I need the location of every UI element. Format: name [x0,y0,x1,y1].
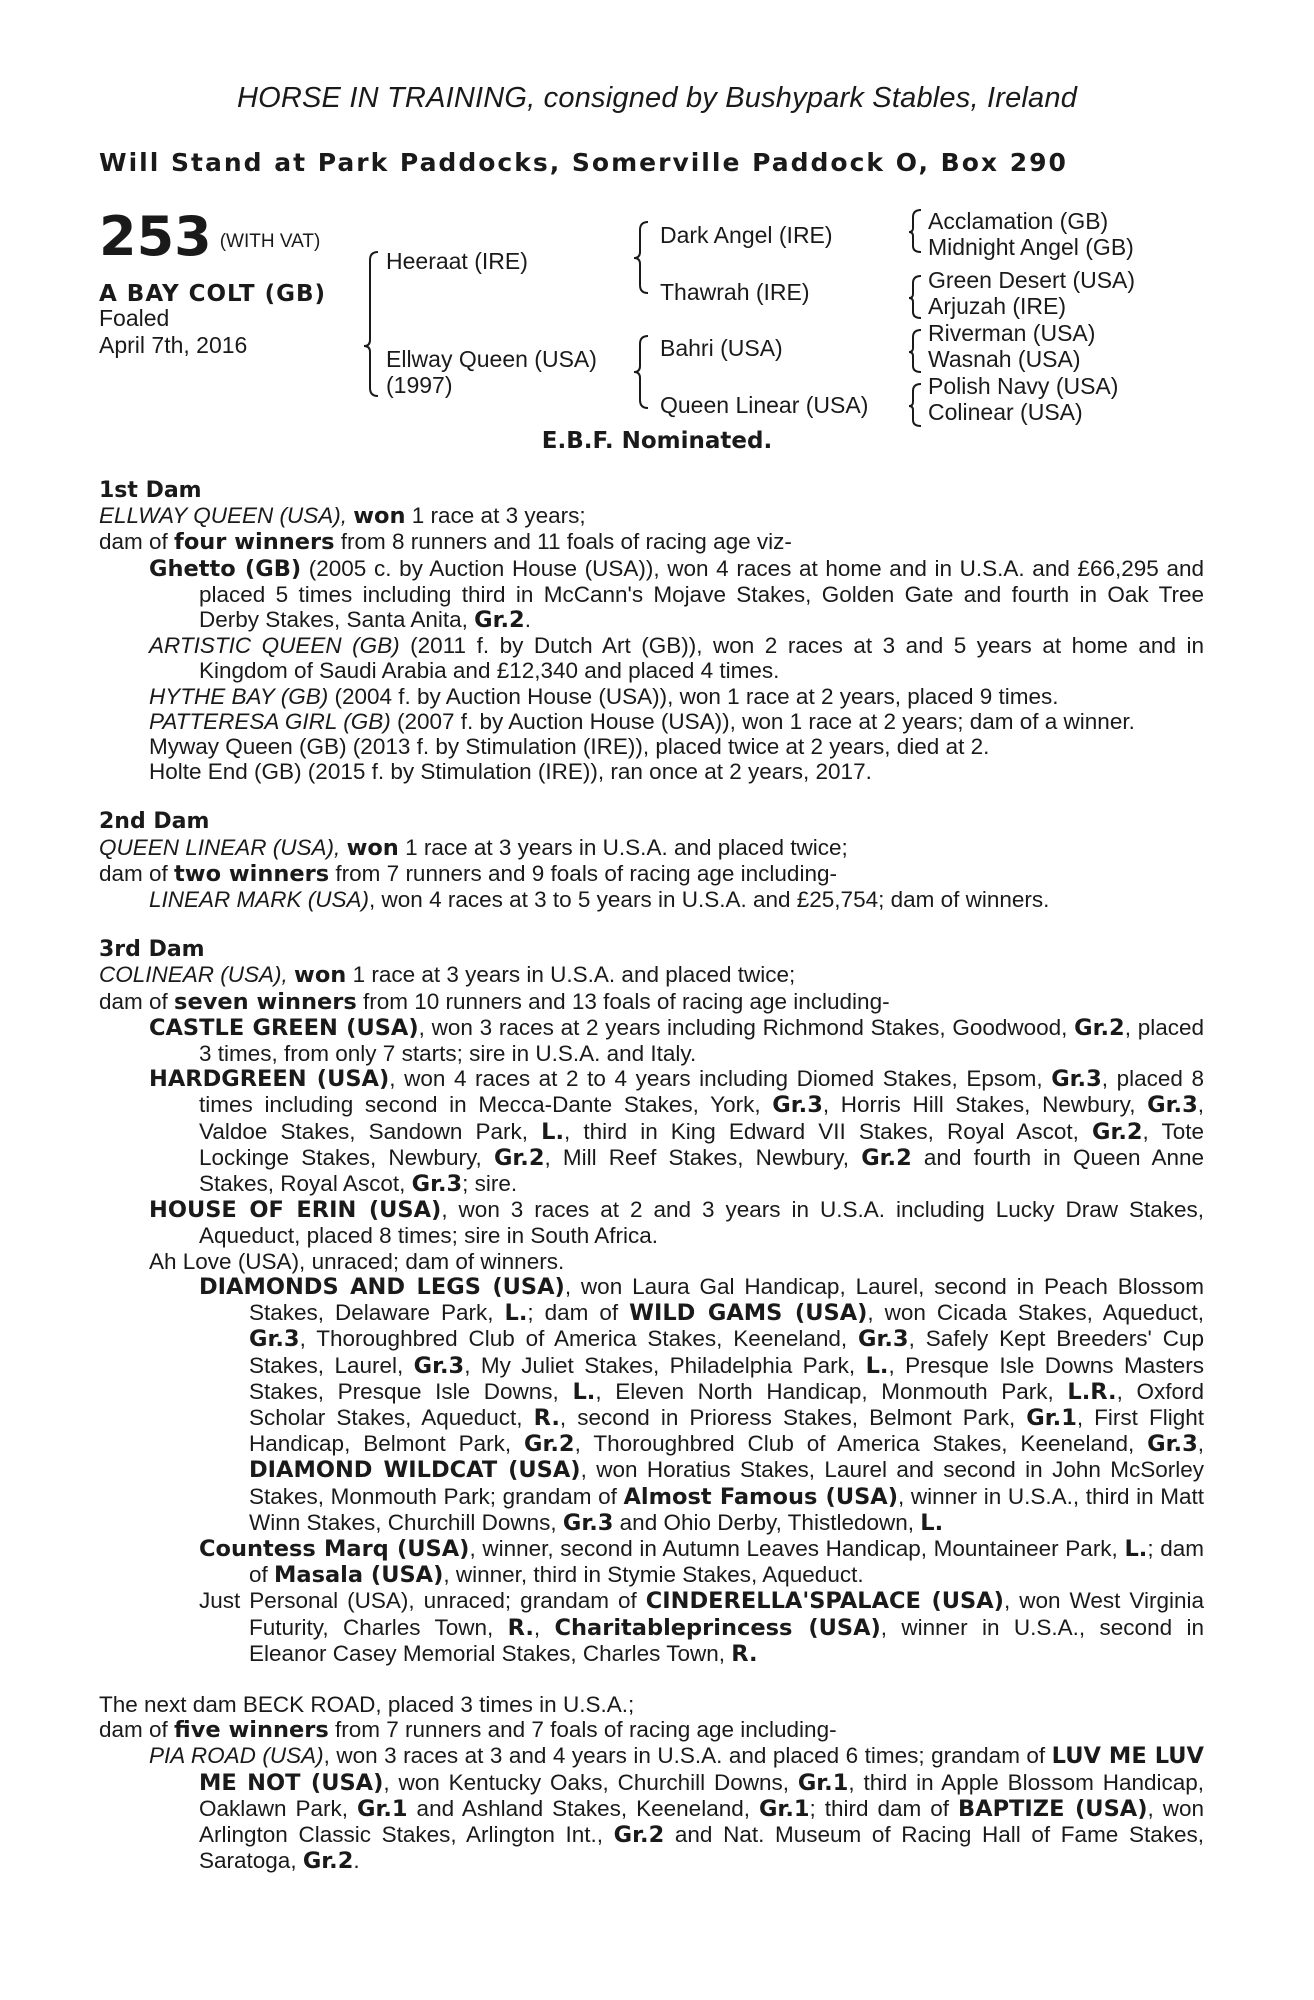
lot-description: A BAY COLT (GB) [99,281,327,307]
produce-hardgreen: HARDGREEN (USA), won 4 races at 2 to 4 years including Diomed Stakes, Epsom, Gr.3, placed 8 times including second in Mecca-Dante Stakes, York, Gr.3, Horris Hill Stakes, Newbury, Gr.3, Valdoe Stakes, Sandown Park, L., third in King Edward VII Stakes, Royal Ascot, Gr.2, Tote Lockinge Stakes, Newbury, Gr.2, Mill Reef Stakes, Newbury, Gr.2 and fourth in Queen Anne Stakes, Royal Ascot, Gr.3; sire. [149,1066,1205,1198]
ancestor-3: Green Desert (USA) [928,267,1136,293]
ancestor-2: Midnight Angel (GB) [928,234,1134,260]
brace-sire [634,222,648,293]
brace-main [364,252,378,396]
second-dam-title: 2nd Dam [99,809,210,835]
stand-location: Will Stand at Park Paddocks, Somerville Paddock O, Box 290 [99,148,1068,177]
dam-year: (1997) [386,372,453,398]
consignor-heading: HORSE IN TRAINING, consigned by Bushypark Stables, Ireland [236,82,1078,114]
next-dam-line: The next dam BECK ROAD, placed 3 times in U.S.A.; [99,1691,635,1717]
ancestor-6: Wasnah (USA) [928,346,1081,372]
grandproduce-diamonds-and-legs: DIAMONDS AND LEGS (USA), won Laura Gal Handicap, Laurel, second in Peach Blossom Stakes, Delaware Park, L.; dam of WILD GAMS (USA), won Cicada Stakes, Aqueduct, Gr.3, Thoroughbred Club of America Stakes, Keeneland, Gr.3, Safely Kept Breeders' Cup Stakes, Laurel, Gr.3, My Juliet Stakes, Philadelphia Park, L., Presque Isle Downs Masters Stakes, Presque Isle Downs, L., Eleven North Handicap, Monmouth Park, L.R., Oxford Scholar Stakes, Aqueduct, R., second in Prioress Stakes, Belmont Park, Gr.1, First Flight Handicap, Belmont Park, Gr.2, Thoroughbred Club of America Stakes, Keeneland, Gr.3, DIAMOND WILDCAT (USA), won Horatius Stakes, Laurel and second in John McSorley Stakes, Monmouth Park; grandam of Almost Famous (USA), winner in U.S.A., third in Matt Winn Stakes, Churchill Downs, Gr.3 and Ohio Derby, Thistledown, L. [199,1273,1204,1536]
produce-pia-road: PIA ROAD (USA), won 3 races at 3 and 4 years in U.S.A. and placed 6 times; grandam of LUV ME LUV ME NOT (USA), won Kentucky Oaks, Churchill Downs, Gr.1, third in Apple Blossom Handicap, Oaklawn Park, Gr.1 and Ashland Stakes, Keeneland, Gr.1; third dam of BAPTIZE (USA), won Arlington Classic Stakes, Arlington Int., Gr.2 and Nat. Museum of Racing Hall of Fame Stakes, Saratoga, Gr.2. [149,1743,1205,1875]
produce-myway-queen: Myway Queen (GB) (2013 f. by Stimulation (IRE)), placed twice at 2 years, died at 2. [149,734,990,760]
first-dam-name: ELLWAY QUEEN (USA), [99,503,347,529]
sire-sire: Dark Angel (IRE) [660,222,833,248]
produce-linear-mark: LINEAR MARK (USA), won 4 races at 3 to 5 years in U.S.A. and £25,754; dam of winners. [149,887,1050,913]
foaled-info [99,305,247,359]
first-dam-line: ELLWAY QUEEN (USA), won 1 race at 3 years; [99,503,586,530]
grandproduce-just-personal: Just Personal (USA), unraced; grandam of CINDERELLA'SPALACE (USA), won West Virginia Futurity, Charles Town, R., Charitableprincess (USA), winner in U.S.A., second in Eleanor Casey Memorial Stakes, Charles Town, R. [199,1588,1204,1667]
ancestor-1: Acclamation (GB) [928,208,1109,234]
produce-artistic-queen: ARTISTIC QUEEN (GB) (2011 f. by Dutch Art (GB)), won 2 races at 3 and 5 years at home and in Kingdom of Saudi Arabia and £12,340 and placed 4 times. [149,633,1204,684]
lot-number: 253 [99,205,212,268]
brace-g4 [909,384,921,426]
foaled-label: Foaled [99,305,170,331]
brace-g2 [909,276,921,318]
dam: Ellway Queen (USA) [386,346,597,372]
third-dam-title: 3rd Dam [99,937,205,963]
brace-dam [634,336,648,408]
ancestor-4: Arjuzah (IRE) [928,293,1067,319]
third-dam-name: COLINEAR (USA), [99,962,288,988]
catalogue-body [99,478,1204,1899]
third-dam-section: 3rd Dam COLINEAR (USA), won 1 race at 3 years in U.S.A. and placed twice; dam of seven winners from 10 runners and 13 foals of racing age including- CASTLE GREEN (USA), won 3 races at 2 years including Richmond Stakes, Goodwood, Gr.2, placed 3 times, from only 7 starts; sire in U.S.A. and Italy. HARDGREEN (USA), won 4 races at 2 to 4 years including Diomed Stakes, Epsom, Gr.3, placed 8 times including second in Mecca-Dante Stakes, York, Gr.3, Horris Hill Stakes, Newbury, Gr.3, Valdoe Stakes, Sandown Park, L., third in King Edward VII Stakes, Royal Ascot, Gr.2, Tote Lockinge Stakes, Newbury, Gr.2, Mill Reef Stakes, Newbury, Gr.2 and fourth in Queen Anne Stakes, Royal Ascot, Gr.3; sire. HOUSE OF ERIN (USA), won 3 races at 2 and 3 years in U.S.A. including Lucky Draw Stakes, Aqueduct, placed 8 times; sire in South Africa. Ah Love (USA), unraced; dam of winners. DIAMONDS AND LEGS (USA), won Laura Gal Handicap, Laurel, second in Peach Blossom Stakes, Delaware Park, L.; dam of WILD GAMS (USA), won Cicada Stakes, Aqueduct, Gr.3, Thoroughbred Club of America Stakes, Keeneland, Gr.3, Safely Kept Breeders' Cup Stakes, Laurel, Gr.3, My Juliet Stakes, Philadelphia Park, L., Presque Isle Downs Masters Stakes, Presque Isle Downs, L., Eleven North Handicap, Monmouth Park, L.R., Oxford Scholar Stakes, Aqueduct, R., second in Prioress Stakes, Belmont Park, Gr.1, First Flight Handicap, Belmont Park, Gr.2, Thoroughbred Club of America Stakes, Keeneland, Gr.3, DIAMOND WILDCAT (USA), won Horatius Stakes, Laurel and second in John McSorley Stakes, Monmouth Park; grandam of Almost Famous (USA), winner in U.S.A., third in Matt Winn Stakes, Churchill Downs, Gr.3 and Ohio Derby, Thistledown, L. Countess Marq (USA), winner, second in Autumn Leaves Handicap, Mountaineer Park, L.; dam of Masala (USA), winner, third in Stymie Stakes, Aqueduct. Just Personal (USA), unraced; grandam of CINDERELLA'SPALACE (USA), won West Virginia Futurity, Charles Town, R., Charitableprincess (USA), winner in U.S.A., second in Eleanor Casey Memorial Stakes, Charles Town, R. [99,937,1205,1667]
sire: Heeraat (IRE) [386,248,528,274]
produce-holte-end: Holte End (GB) (2015 f. by Stimulation (IRE)), ran once at 2 years, 2017. [149,759,872,785]
ebf-nominated: E.B.F. Nominated. [541,428,773,454]
dam-sire: Bahri (USA) [660,335,783,361]
produce-patteresa-girl: PATTERESA GIRL (GB) (2007 f. by Auction House (USA)), won 1 race at 2 years; dam of a winner. [149,708,1135,734]
produce-ghetto: Ghetto (GB) (2005 c. by Auction House (USA)), won 4 races at home and in U.S.A. and £66,295 and placed 5 times including third in McCann's Mojave Stakes, Golden Gate and fourth in Oak Tree Derby Stakes, Santa Anita, Gr.2. [149,555,1204,634]
brace-g3 [909,330,921,372]
foaled-date: April 7th, 2016 [99,332,248,358]
ancestor-5: Riverman (USA) [928,320,1096,346]
second-dam-name: QUEEN LINEAR (USA), [99,834,341,860]
dam-dam: Queen Linear (USA) [660,392,869,418]
first-dam-section [99,478,1204,784]
sire-dam: Thawrah (IRE) [660,279,810,305]
ancestor-7: Polish Navy (USA) [928,373,1119,399]
first-dam-title: 1st Dam [99,478,202,503]
produce-house-of-erin: HOUSE OF ERIN (USA), won 3 races at 2 and 3 years in U.S.A. including Lucky Draw Stakes, Aqueduct, placed 8 times; sire in South Africa. [149,1197,1205,1249]
produce-ah-love: Ah Love (USA), unraced; dam of winners. [149,1248,565,1274]
second-dam-section: 2nd Dam QUEEN LINEAR (USA), won 1 race at 3 years in U.S.A. and placed twice; dam of two winners from 7 runners and 9 foals of racing age including- LINEAR MARK (USA), won 4 races at 3 to 5 years in U.S.A. and £25,754; dam of winners. [99,809,1204,912]
ancestor-8: Colinear (USA) [928,399,1083,425]
produce-castle-green: CASTLE GREEN (USA), won 3 races at 2 years including Richmond Stakes, Goodwood, Gr.2, placed 3 times, from only 7 starts; sire in U.S.A. and Italy. [149,1014,1204,1067]
next-dam-section: The next dam BECK ROAD, placed 3 times in U.S.A.; dam of five winners from 7 runners and 7 foals of racing age including- PIA ROAD (USA), won 3 races at 3 and 4 years in U.S.A. and placed 6 times; grandam of LUV ME LUV ME NOT (USA), won Kentucky Oaks, Churchill Downs, Gr.1, third in Apple Blossom Handicap, Oaklawn Park, Gr.1 and Ashland Stakes, Keeneland, Gr.1; third dam of BAPTIZE (USA), won Arlington Classic Stakes, Arlington Int., Gr.2 and Nat. Museum of Racing Hall of Fame Stakes, Saratoga, Gr.2. [99,1691,1205,1875]
brace-g1 [909,210,921,252]
first-dam-produce-line: dam of four winners from 8 runners and 11 foals of racing age viz- [99,529,792,556]
produce-hythe-bay: HYTHE BAY (GB) (2004 f. by Auction House (USA)), won 1 race at 2 years, placed 9 times. [149,683,1059,709]
lot-block [99,205,320,268]
vat-label: (WITH VAT) [219,231,321,252]
grandproduce-countess-marq: Countess Marq (USA), winner, second in Autumn Leaves Handicap, Mountaineer Park, L.; dam of Masala (USA), winner, third in Stymie Stakes, Aqueduct. [199,1535,1204,1589]
